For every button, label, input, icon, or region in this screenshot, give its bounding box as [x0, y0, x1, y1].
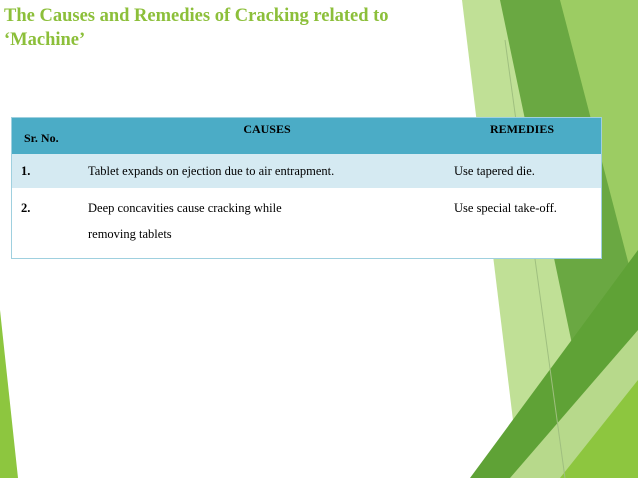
table-row: [12, 188, 602, 258]
header-sr-no: Sr. No.: [24, 131, 59, 145]
table-header-row: [12, 118, 602, 154]
cause-line: Tablet expands on ejection due to air entrapment.: [88, 164, 335, 178]
cause-line: Deep concavities cause cracking while: [88, 200, 282, 215]
cause-cell: [84, 188, 450, 258]
table-row: [12, 154, 602, 188]
remedy-cell: Use special take-off.: [454, 200, 557, 215]
header-causes: CAUSES: [243, 122, 291, 136]
cause-cell: [84, 154, 450, 188]
causes-remedies-table: [12, 118, 602, 258]
row-number: 2.: [21, 200, 31, 215]
header-remedies: REMEDIES: [490, 122, 555, 136]
slide-title: The Causes and Remedies of Cracking related to ‘Machine’: [4, 6, 389, 50]
remedy-cell: Use tapered die.: [454, 164, 535, 178]
cause-line: removing tablets: [88, 226, 172, 241]
row-number: 1.: [21, 164, 31, 178]
left-edge-triangle: [0, 310, 18, 478]
